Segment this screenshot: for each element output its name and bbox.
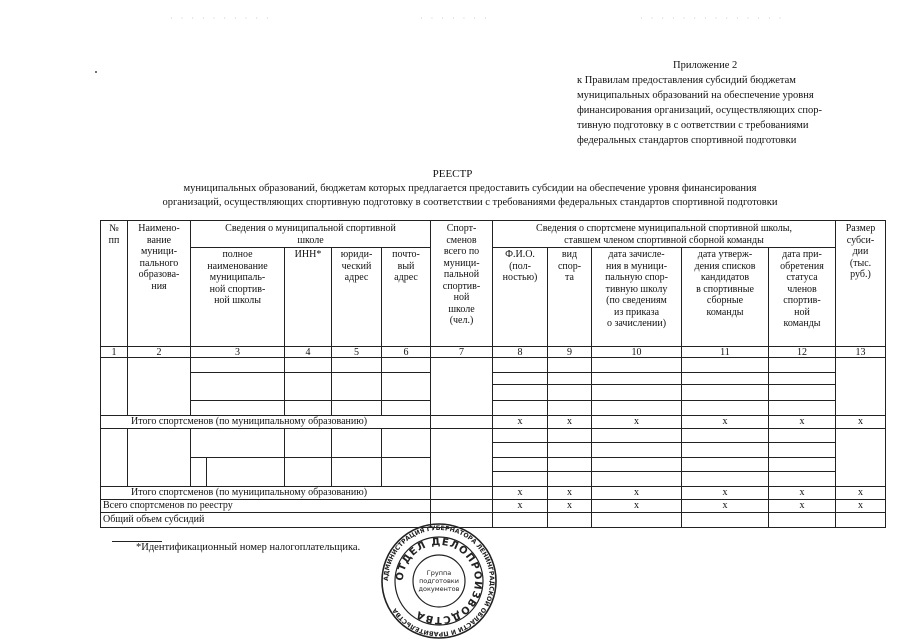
col-number: 11 [720, 347, 730, 358]
col-number: 6 [403, 347, 409, 358]
header-athlete-group: Сведения о спортсмене муниципальной спортивной школы, ставшем членом спортивной сборной команды [536, 223, 792, 246]
mark-x: x [517, 416, 523, 427]
header-school-full-name: полное наименование муниципаль- ной спортив- ной школы [207, 249, 268, 306]
mark-x: x [722, 487, 728, 498]
mark-x: x [722, 500, 728, 511]
registry-title: РЕЕСТР [432, 168, 473, 180]
mark-x: x [517, 487, 523, 498]
scan-artifact: · · · · · · · · · · · · · · [640, 14, 785, 23]
registry-subtitle-line: организаций, осуществляющих спортивную подготовку в соответствии с требованиями федеральных стандартов спортивной подготовки [162, 197, 778, 208]
mark-x: x [634, 487, 639, 498]
mark-x: x [858, 416, 863, 427]
mark-x: x [722, 416, 728, 427]
header-school-group: Сведения о муниципальной спортивной школе [225, 223, 396, 246]
stamp-center-text: документов [418, 585, 460, 593]
mark-x: x [799, 500, 805, 511]
mark-x: x [567, 500, 572, 511]
col-number: 8 [517, 347, 523, 358]
col-number: 3 [235, 347, 240, 358]
appendix-line: муниципальных образований на обеспечение уровня [577, 90, 814, 101]
col-number: 4 [305, 347, 311, 358]
header-legal-address: юриди- ческий адрес [340, 249, 373, 283]
total-registry-label: Всего спортсменов по реестру [103, 500, 233, 511]
stamp-center-text: подготовки [419, 577, 459, 585]
appendix-line: тивную подготовку в с оответствии с требованиями [577, 120, 809, 131]
header-muni-name: Наимено- вание муници- пального образова- ния [138, 223, 180, 292]
header-postal-address: почто- вый адрес [392, 249, 420, 283]
mark-x: x [567, 487, 572, 498]
registry-subtitle-line: муниципальных образований, бюджетам которых предлагается предоставить субсидии на обеспечение уровня финансирования [183, 183, 757, 194]
appendix-line: финансирования организаций, осуществляющих спор- [577, 105, 823, 116]
stamp-outer-text: АДМИНИСТРАЦИЯ ГУБЕРНАТОРА ЛЕНИНГРАДСКОЙ ОБЛАСТИ И ПРАВИТЕЛЬСТВА [382, 524, 496, 638]
header-enrollment-date: дата зачисле- ния в муници- пальную спор- тивную школу (по сведениям из приказа о зачислении) [605, 249, 668, 329]
scan-artifact: · · · · · · · · · · [170, 14, 272, 23]
mark-x: x [567, 416, 572, 427]
col-number: 9 [567, 347, 572, 358]
total-subsidy-label: Общий объем субсидий [103, 514, 205, 525]
scan-artifact: · · · · · · · [420, 14, 490, 23]
total-muni-label: Итого спортсменов (по муниципальному образованию) [131, 487, 368, 498]
header-inn: ИНН* [294, 249, 322, 260]
total-muni-label: Итого спортсменов (по муниципальному образованию) [131, 416, 368, 427]
col-number: 10 [631, 347, 642, 358]
col-number: 2 [156, 347, 162, 358]
stamp-middle-text: ОТДЕЛ ДЕЛОПРОИЗВОДСТВА [394, 536, 484, 626]
header-status-date: дата при- обретения статуса членов спортив- ной команды [780, 249, 824, 329]
header-num: № пп [108, 223, 120, 246]
header-athletes-total: Спорт- сменов всего по муници- пальной спортив- ной школе (чел.) [442, 223, 481, 326]
mark-x: x [858, 500, 863, 511]
col-number: 1 [111, 347, 117, 358]
office-stamp-seal [378, 522, 500, 640]
col-number: 7 [459, 347, 464, 358]
mark-x: x [634, 416, 639, 427]
col-number: 5 [354, 347, 359, 358]
mark-x: x [517, 500, 523, 511]
mark-x: x [858, 487, 863, 498]
header-subsidy-amount: Размер субси- дии (тыс. руб.) [845, 223, 876, 280]
col-number: 13 [855, 347, 866, 358]
header-approval-date: дата утверж- дения списков кандидатов в спортивные сборные команды [694, 249, 756, 318]
col-number: 12 [797, 347, 807, 358]
header-fio: Ф.И.О. (пол- ностью) [502, 249, 538, 283]
mark-x: x [799, 487, 805, 498]
appendix-line: федеральных стандартов спортивной подготовки [577, 135, 797, 146]
header-sport-type: вид спор- та [557, 249, 582, 283]
appendix-line: к Правилам предоставления субсидий бюджетам [577, 75, 796, 86]
mark-x: x [799, 416, 805, 427]
appendix-title: Приложение 2 [673, 60, 738, 71]
stamp-center-text: Группа [426, 569, 452, 577]
mark-x: x [634, 500, 639, 511]
footnote: *Идентификационный номер налогоплательщика. [136, 542, 361, 553]
